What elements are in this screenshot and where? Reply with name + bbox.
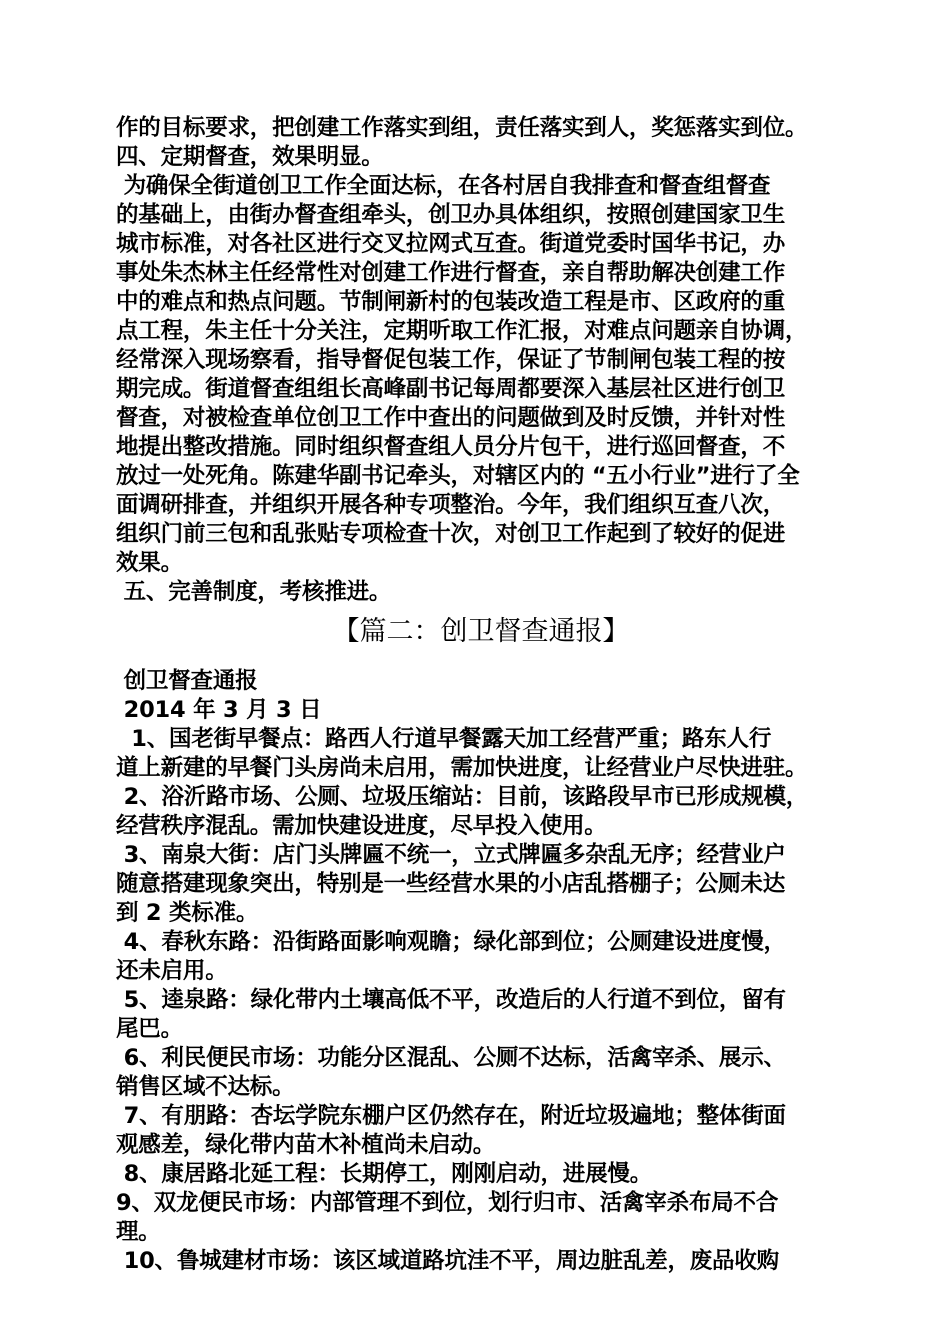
list-item: 4、春秋东路：沿街路面影响观瞻；绿化部到位；公厕建设进度慢，	[116, 929, 786, 955]
document-page	[116, 114, 846, 1276]
text-line: 面调研排查，并组织开展各种专项整治。今年，我们组织互查八次，	[116, 492, 786, 518]
list-item: 道上新建的早餐门头房尚未启用，需加快进度，让经营业户尽快进驻。	[116, 755, 808, 781]
text-line: 效果。	[116, 550, 183, 576]
list-item: 还未启用。	[116, 958, 228, 984]
text-line: 放过一处死角。陈建华副书记牵头，对辖区内的 “五小行业”进行了全	[116, 463, 800, 489]
text-line: 地提出整改措施。同时组织督查组人员分片包干，进行巡回督查，不	[116, 434, 786, 460]
text-line: 点工程，朱主任十分关注，定期听取工作汇报，对难点问题亲自协调，	[116, 318, 808, 344]
doc-title: 创卫督查通报	[116, 668, 258, 694]
list-item: 7、有朋路：杏坛学院东棚户区仍然存在，附近垃圾遍地；整体街面	[116, 1103, 786, 1129]
list-item: 8、康居路北延工程：长期停工，刚刚启动，进展慢。	[116, 1161, 652, 1187]
text-line: 经常深入现场察看，指导督促包装工作，保证了节制闸包装工程的按	[116, 347, 786, 373]
list-item: 随意搭建现象突出，特别是一些经营水果的小店乱搭棚子；公厕未达	[116, 871, 786, 897]
text-line: 督查，对被检查单位创卫工作中查出的问题做到及时反馈，并针对性	[116, 405, 786, 431]
text-line: 事处朱杰林主任经常性对创建工作进行督查，亲自帮助解决创建工作	[116, 260, 786, 286]
text-block-top	[116, 114, 846, 607]
list-item: 到 2 类标准。	[116, 900, 259, 926]
text-line: 作的目标要求，把创建工作落实到组，责任落实到人，奖惩落实到位。	[116, 115, 808, 141]
list-item: 3、南泉大街：店门头牌匾不统一，立式牌匾多杂乱无序；经营业户	[116, 842, 786, 868]
text-line: 城市标准，对各社区进行交叉拉网式互查。街道党委时国华书记，办	[116, 231, 786, 257]
list-item: 6、利民便民市场：功能分区混乱、公厕不达标，活禽宰杀、展示、	[116, 1045, 786, 1071]
list-item: 1、国老街早餐点：路西人行道早餐露天加工经营严重；路东人行	[116, 726, 772, 752]
text-line: 的基础上，由街办督查组牵头，创卫办具体组织，按照创建国家卫生	[116, 202, 786, 228]
list-item: 理。	[116, 1219, 161, 1245]
text-line: 组织门前三包和乱张贴专项检查十次，对创卫工作起到了较好的促进	[116, 521, 786, 547]
text-block-bottom	[116, 725, 846, 1276]
doc-date: 2014 年 3 月 3 日	[116, 697, 322, 723]
text-line: 中的难点和热点问题。节制闸新村的包装改造工程是市、区政府的重	[116, 289, 786, 315]
text-line: 期完成。街道督查组组长高峰副书记每周都要深入基层社区进行创卫	[116, 376, 786, 402]
list-item: 10、鲁城建材市场：该区域道路坑洼不平，周边脏乱差，废品收购	[116, 1248, 779, 1274]
section-heading: 【篇二：创卫督查通报】	[332, 616, 630, 647]
list-item: 尾巴。	[116, 1016, 183, 1042]
list-item: 9、双龙便民市场：内部管理不到位，划行归市、活禽宰杀布局不合	[116, 1190, 779, 1216]
list-item: 经营秩序混乱。需加快建设进度，尽早投入使用。	[116, 813, 607, 839]
text-line: 五、完善制度，考核推进。	[116, 579, 392, 605]
list-item: 5、逵泉路：绿化带内土壤高低不平，改造后的人行道不到位，留有	[116, 987, 786, 1013]
text-line: 为确保全街道创卫工作全面达标，在各村居自我排查和督查组督查	[116, 173, 771, 199]
list-item: 观感差，绿化带内苗木补植尚未启动。	[116, 1132, 496, 1158]
list-item: 销售区域不达标。	[116, 1074, 295, 1100]
list-item: 2、浴沂路市场、公厕、垃圾压缩站：目前，该路段早市已形成规模，	[116, 784, 809, 810]
text-line: 四、定期督查，效果明显。	[116, 144, 384, 170]
